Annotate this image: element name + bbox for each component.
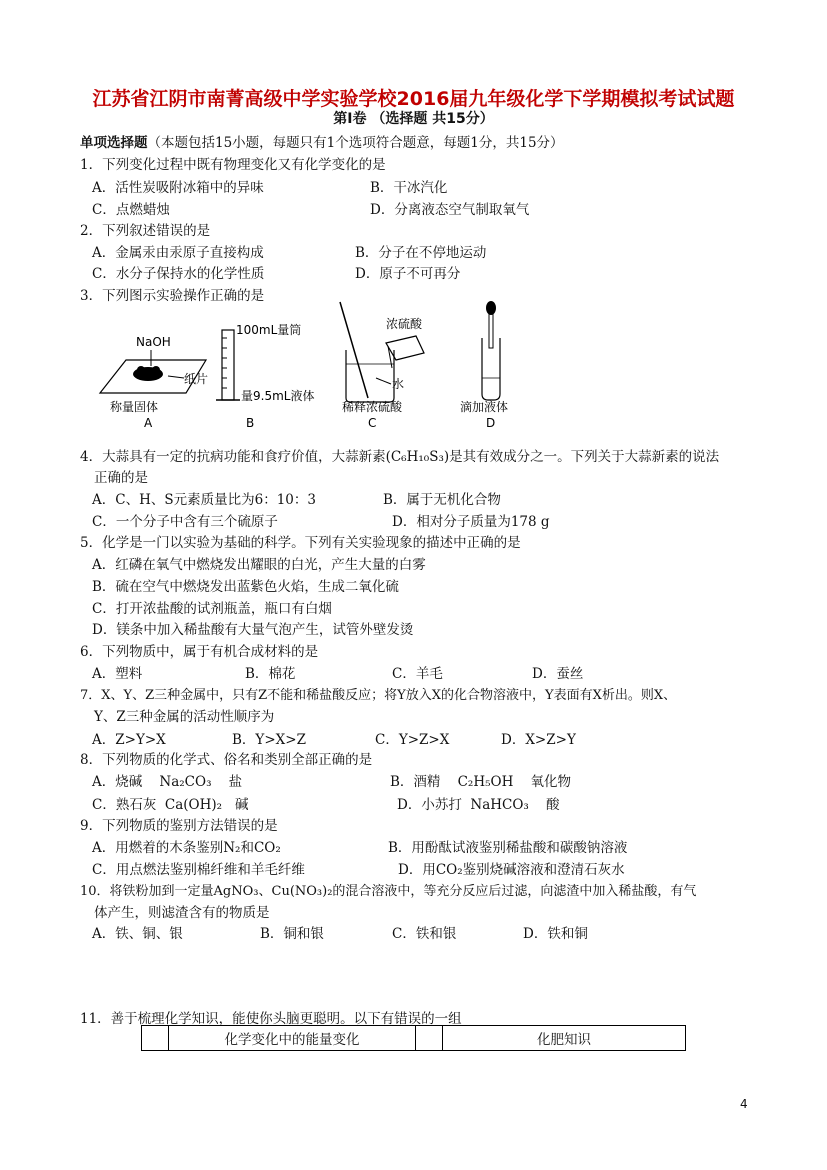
fig-d-dropper [460,301,508,430]
q7-option-a: A．Z>Y>X [92,732,166,748]
q6-option-a: A．塑料 [92,666,143,682]
q8-option-a: A．烧碱 Na₂CO₃ 盐 [92,774,243,790]
instructions-text: （本题包括15小题，每题只有1个选项符合题意，每题1分，共15分） [147,135,564,151]
q2-option-c: C．水分子保持水的化学性质 [92,266,265,282]
q8-option-d: D．小苏打 NaHCO₃ 酸 [397,797,560,813]
q9-option-a: A．用燃着的木条鉴别N₂和CO₂ [92,840,281,856]
q11-table [141,1025,686,1051]
q10-option-a: A．铁、铜、银 [92,926,183,942]
question-7-stem: 7．X、Y、Z三种金属中，只有Z不能和稀盐酸反应；将Y放入X的化合物溶液中，Y表面有X析出。则X、 [80,688,677,703]
q6-option-c: C．羊毛 [392,666,443,682]
q9-option-b: B．用酚酞试液鉴别稀盐酸和碳酸钠溶液 [388,840,628,856]
question-4-stem: 4．大蒜具有一定的抗病功能和食疗价值，大蒜新素(C₆H₁₀S₃)是其有效成分之一。下列关于大蒜新素的说法 [80,449,720,465]
fig-c-water-label: 水 [392,377,405,391]
question-3-stem: 3．下列图示实验操作正确的是 [80,288,265,304]
fig-d-letter: D [486,416,496,430]
fig-b-letter: B [246,416,255,430]
q7-option-b: B．Y>X>Z [232,732,306,748]
fig-a-paper-label: 纸片 [184,372,209,386]
q9-option-d: D．用CO₂鉴别烧碱溶液和澄清石灰水 [398,862,625,878]
q5-option-c: C．打开浓盐酸的试剂瓶盖，瓶口有白烟 [92,601,332,617]
q6-option-b: B．棉花 [245,666,296,682]
section-heading: 第Ⅰ卷 （选择题 共15分） [333,111,494,127]
question-1-stem: 1．下列变化过程中既有物理变化又有化学变化的是 [80,157,386,173]
question-2-stem: 2．下列叙述错误的是 [80,223,211,239]
q3-figure [96,298,536,438]
q2-option-b: B．分子在不停地运动 [355,245,487,261]
q5-option-a: A．红磷在氧气中燃烧发出耀眼的白光，产生大量的白雾 [92,557,426,573]
instructions-label: 单项选择题 [80,135,148,151]
q9-option-c: C．用点燃法鉴别棉纤维和羊毛纤维 [92,862,305,878]
fig-a-letter: A [144,416,153,430]
q2-option-a: A．金属汞由汞原子直接构成 [92,245,264,261]
q1-option-b: B．干冰汽化 [370,180,448,196]
question-10-stem-cont: 体产生，则滤渣含有的物质是 [94,905,270,921]
page-number: 4 [740,1097,748,1111]
q10-option-d: D．铁和铜 [523,926,588,942]
document-title: 江苏省江阴市南菁高级中学实验学校2016届九年级化学下学期模拟考试试题 [92,88,735,110]
question-10-stem: 10．将铁粉加到一定量AgNO₃、Cu(NO₃)₂的混合溶液中，等充分反应后过滤，向滤渣中加入稀盐酸，有气 [80,884,697,899]
question-7-stem-cont: Y、Z三种金属的活动性顺序为 [94,709,275,725]
q1-option-c: C．点燃蜡烛 [92,202,170,218]
q7-option-c: C．Y>Z>X [375,732,450,748]
q11-table-blank-2 [416,1026,443,1051]
q4-option-a: A．C、H、S元素质量比为6：10：3 [92,492,316,508]
fig-d-caption: 滴加液体 [460,400,509,414]
question-9-stem: 9．下列物质的鉴别方法错误的是 [80,818,278,834]
q10-option-c: C．铁和银 [392,926,457,942]
q7-option-d: D．X>Z>Y [501,732,576,748]
fig-b-cylinder [216,323,314,430]
fig-a-weighing [100,335,208,430]
q11-table-col1: 化学变化中的能量变化 [169,1026,416,1051]
fig-a-naoh-label: NaOH [136,335,171,349]
q4-option-b: B．属于无机化合物 [383,492,501,508]
fig-c-diluting [340,302,424,430]
question-6-stem: 6．下列物质中，属于有机合成材料的是 [80,644,319,660]
question-11-stem: 11．善于梳理化学知识，能使你头脑更聪明。以下有错误的一组 [80,1011,462,1027]
q2-option-d: D．原子不可再分 [355,266,461,282]
q1-option-a: A．活性炭吸附冰箱中的异味 [92,180,264,196]
q5-option-d: D．镁条中加入稀盐酸有大量气泡产生，试管外壁发烫 [92,622,414,638]
q8-option-c: C．熟石灰 Ca(OH)₂ 碱 [92,797,249,813]
question-5-stem: 5．化学是一门以实验为基础的科学。下列有关实验现象的描述中正确的是 [80,535,521,551]
fig-c-caption: 稀释浓硫酸 [342,400,403,414]
q4-option-c: C．一个分子中含有三个硫原子 [92,514,278,530]
q6-option-d: D．蚕丝 [532,666,584,682]
question-8-stem: 8．下列物质的化学式、俗名和类别全部正确的是 [80,752,373,768]
q1-option-d: D．分离液态空气制取氧气 [370,202,530,218]
q11-table-col2: 化肥知识 [443,1026,686,1051]
instructions [80,131,564,151]
fig-b-cylinder-label: 100mL量筒 [236,323,302,337]
q5-option-b: B．硫在空气中燃烧发出蓝紫色火焰，生成二氧化硫 [92,579,399,595]
fig-a-caption: 称量固体 [110,400,159,414]
fig-c-letter: C [368,416,377,430]
question-4-stem-cont: 正确的是 [94,470,148,486]
q8-option-b: B．酒精 C₂H₅OH 氧化物 [390,774,572,790]
fig-b-volume-label: 量9.5mL液体 [241,389,315,403]
q4-option-d: D．相对分子质量为178 g [392,514,550,530]
q11-table-blank-1 [142,1026,169,1051]
fig-c-acid-label: 浓硫酸 [386,317,423,331]
q10-option-b: B．铜和银 [260,926,324,942]
